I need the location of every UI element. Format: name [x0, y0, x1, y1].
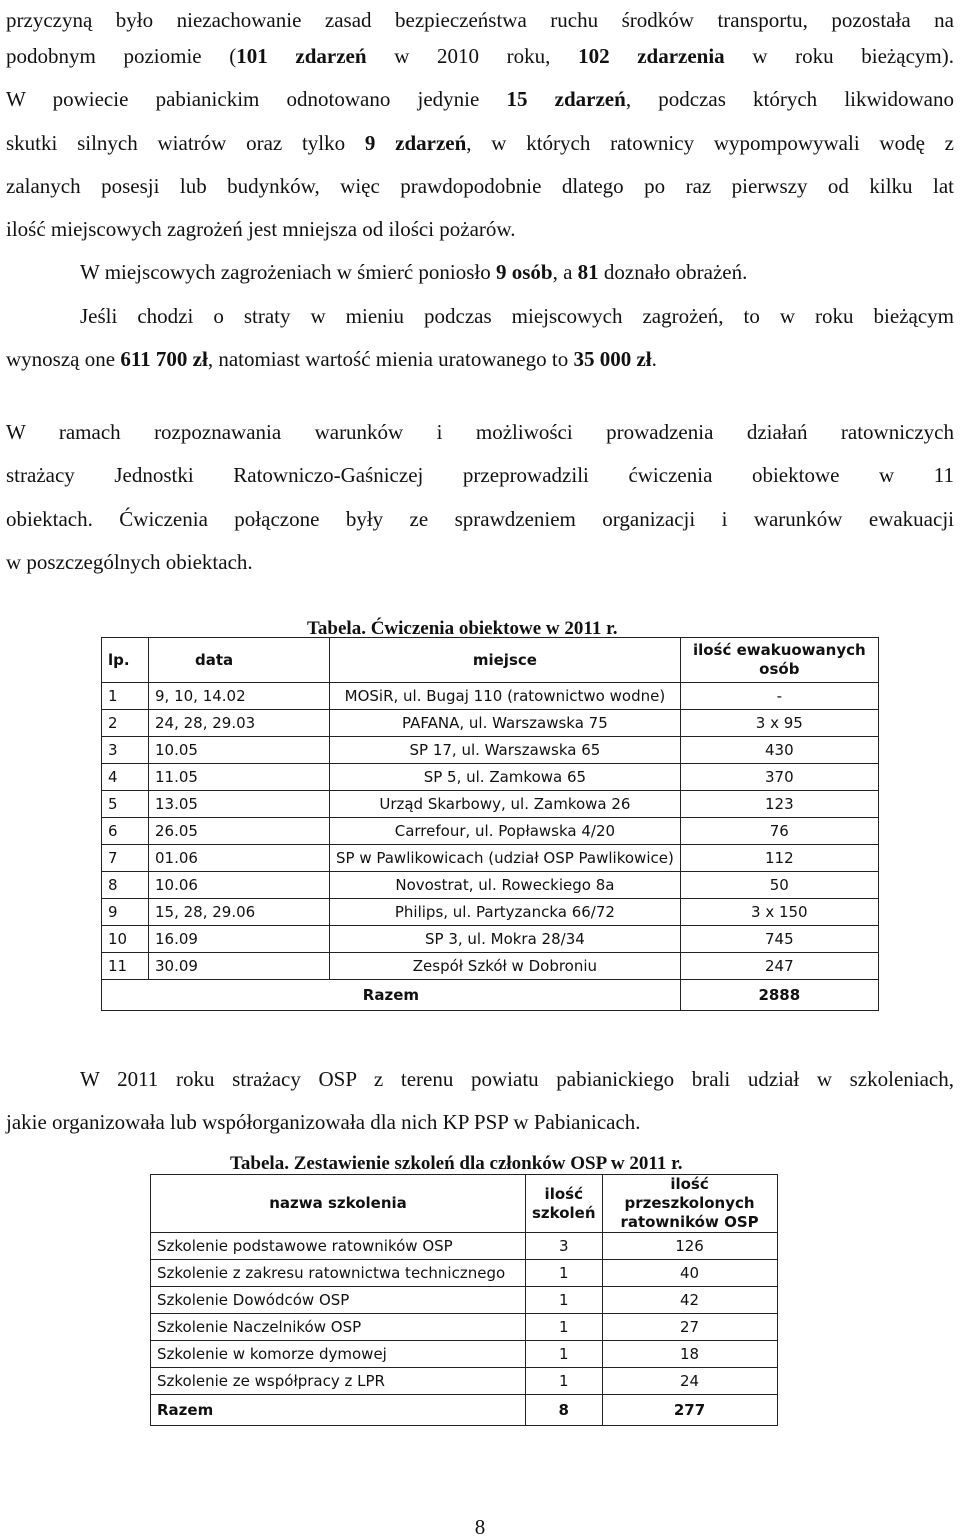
cell-evacuated: 123: [680, 791, 878, 818]
table2-caption: Tabela. Zestawienie szkoleń dla członków OSP w 2011 r.: [230, 1153, 683, 1174]
table-row: [151, 1260, 778, 1287]
cell-date: 15, 28, 29.06: [149, 899, 330, 926]
cell-trained-count: 18: [602, 1341, 777, 1368]
cell-trained-count: 40: [602, 1260, 777, 1287]
table-row: [102, 764, 879, 791]
cell-evacuated: -: [680, 683, 878, 710]
text-run: podobnym poziomie (: [6, 44, 237, 68]
cell-place: Philips, ul. Partyzancka 66/72: [330, 899, 681, 926]
cell-evacuated: 3 x 150: [680, 899, 878, 926]
cell-evacuated: 430: [680, 737, 878, 764]
text-run: przyczyną było niezachowanie zasad bezpieczeństwa ruchu środków transportu, pozostała na: [6, 8, 954, 32]
cell-evacuated: 247: [680, 953, 878, 980]
cell-date: 24, 28, 29.03: [149, 710, 330, 737]
text-run: Jeśli chodzi o straty w mieniu podczas miejscowych zagrożeń, to w roku bieżącym: [80, 304, 954, 328]
table1-caption: Tabela. Ćwiczenia obiektowe w 2011 r.: [307, 618, 618, 639]
cell-training-name: Szkolenie z zakresu ratownictwa technicznego: [151, 1260, 526, 1287]
cell-lp: 7: [102, 845, 149, 872]
cell-place: SP 17, ul. Warszawska 65: [330, 737, 681, 764]
cell-trained-count: 42: [602, 1287, 777, 1314]
text-run: wynoszą one: [6, 347, 121, 371]
emphasis: 101 zdarzeń: [236, 44, 367, 68]
header-data: data: [149, 638, 330, 683]
text-run: w roku bieżącym).: [724, 44, 954, 68]
cell-lp: 5: [102, 791, 149, 818]
text-run: W 2011 roku strażacy OSP z terenu powiatu pabianickiego brali udział w szkoleniach,: [80, 1067, 954, 1091]
cell-training-count: 1: [526, 1287, 603, 1314]
text-run: W ramach rozpoznawania warunków i możliwości prowadzenia działań ratowniczych: [6, 420, 954, 444]
cell-date: 26.05: [149, 818, 330, 845]
text-line: [6, 1110, 954, 1134]
emphasis: 9 zdarzeń: [364, 131, 467, 155]
cell-date: 9, 10, 14.02: [149, 683, 330, 710]
emphasis: 102 zdarzenia: [578, 44, 725, 68]
cell-place: PAFANA, ul. Warszawska 75: [330, 710, 681, 737]
text-line: [6, 87, 954, 111]
cell-evacuated: 745: [680, 926, 878, 953]
table-row: [102, 953, 879, 980]
exercises-table: [101, 637, 879, 1011]
table-row: [102, 710, 879, 737]
cell-lp: 10: [102, 926, 149, 953]
cell-lp: 11: [102, 953, 149, 980]
header-evacuated: ilość ewakuowanych osób: [680, 638, 878, 683]
emphasis: 15 zdarzeń: [506, 87, 626, 111]
cell-evacuated: 76: [680, 818, 878, 845]
cell-place: SP w Pawlikowicach (udział OSP Pawlikowice): [330, 845, 681, 872]
text-run: w 2010 roku,: [366, 44, 579, 68]
table1-body: [102, 683, 879, 980]
cell-date: 10.06: [149, 872, 330, 899]
cell-lp: 3: [102, 737, 149, 764]
cell-evacuated: 50: [680, 872, 878, 899]
emphasis: 611 700 zł: [120, 347, 208, 371]
table-row: [102, 737, 879, 764]
cell-date: 11.05: [149, 764, 330, 791]
total-label: Razem: [102, 980, 681, 1011]
cell-lp: 8: [102, 872, 149, 899]
table-row: [102, 683, 879, 710]
page-number: 8: [474, 1515, 486, 1539]
text-run: doznało obrażeń.: [598, 260, 748, 284]
table-header-row: [151, 1175, 778, 1233]
emphasis: 81: [577, 260, 599, 284]
text-line: [6, 44, 954, 68]
text-run: obiektach. Ćwiczenia połączone były ze sprawdzeniem organizacji i warunków ewakuacji: [6, 507, 954, 531]
cell-place: SP 5, ul. Zamkowa 65: [330, 764, 681, 791]
cell-evacuated: 370: [680, 764, 878, 791]
text-line: [6, 131, 954, 155]
table2-body: [151, 1233, 778, 1395]
header-training-count: ilość szkoleń: [526, 1175, 603, 1233]
table-row: [151, 1287, 778, 1314]
text-run: w poszczególnych obiektach.: [6, 550, 253, 574]
cell-trained-count: 24: [602, 1368, 777, 1395]
cell-place: Urząd Skarbowy, ul. Zamkowa 26: [330, 791, 681, 818]
cell-lp: 6: [102, 818, 149, 845]
text-run: ilość miejscowych zagrożeń jest mniejsza od ilości pożarów.: [6, 217, 516, 241]
text-run: zalanych posesji lub budynków, więc prawdopodobnie dlatego po raz pierwszy od kilku lat: [6, 174, 954, 198]
table-row: [102, 818, 879, 845]
table-row: [102, 899, 879, 926]
text-line: [6, 420, 954, 444]
cell-place: Carrefour, ul. Popławska 4/20: [330, 818, 681, 845]
text-run: , w których ratownicy wypompowywali wodę z: [466, 131, 954, 155]
total-count: 8: [526, 1395, 603, 1426]
cell-training-count: 3: [526, 1233, 603, 1260]
text-run: .: [651, 347, 657, 371]
cell-place: Novostrat, ul. Roweckiego 8a: [330, 872, 681, 899]
cell-lp: 1: [102, 683, 149, 710]
table-row: [151, 1341, 778, 1368]
table-header-row: [102, 638, 879, 683]
header-training-name: nazwa szkolenia: [151, 1175, 526, 1233]
emphasis: 9 osób: [495, 260, 553, 284]
text-run: 11: [933, 463, 954, 487]
table-row: [102, 845, 879, 872]
table-total-row: [102, 980, 879, 1011]
cell-training-name: Szkolenie w komorze dymowej: [151, 1341, 526, 1368]
cell-lp: 2: [102, 710, 149, 737]
cell-evacuated: 112: [680, 845, 878, 872]
cell-training-count: 1: [526, 1260, 603, 1287]
cell-training-name: Szkolenie ze współpracy z LPR: [151, 1368, 526, 1395]
cell-training-count: 1: [526, 1341, 603, 1368]
table-row: [151, 1314, 778, 1341]
text-line: [6, 8, 954, 32]
cell-evacuated: 3 x 95: [680, 710, 878, 737]
cell-place: MOSiR, ul. Bugaj 110 (ratownictwo wodne): [330, 683, 681, 710]
cell-training-name: Szkolenie Naczelników OSP: [151, 1314, 526, 1341]
text-run: W miejscowych zagrożeniach w śmierć poniosło: [80, 260, 496, 284]
cell-trained-count: 126: [602, 1233, 777, 1260]
text-line: [6, 463, 954, 487]
text-line: [6, 347, 954, 371]
cell-date: 30.09: [149, 953, 330, 980]
table-total-row: [151, 1395, 778, 1426]
text-run: , natomiast wartość mienia uratowanego to: [207, 347, 574, 371]
trainings-table: [150, 1174, 778, 1426]
cell-date: 10.05: [149, 737, 330, 764]
cell-lp: 9: [102, 899, 149, 926]
header-miejsce: miejsce: [330, 638, 681, 683]
text-line: [6, 217, 954, 241]
text-run: skutki silnych wiatrów oraz tylko: [6, 131, 365, 155]
text-line: [6, 550, 954, 574]
cell-training-name: Szkolenie Dowódców OSP: [151, 1287, 526, 1314]
cell-place: Zespół Szkół w Dobroniu: [330, 953, 681, 980]
text-line: [80, 304, 954, 328]
cell-training-count: 1: [526, 1368, 603, 1395]
table-row: [102, 926, 879, 953]
text-line: [6, 507, 954, 531]
text-run: strażacy Jednostki Ratowniczo-Gaśniczej przeprowadzili ćwiczenia obiektowe w: [6, 463, 934, 487]
text-run: , podczas których likwidowano: [625, 87, 954, 111]
table-row: [102, 791, 879, 818]
table-row: [102, 872, 879, 899]
cell-date: 13.05: [149, 791, 330, 818]
cell-place: SP 3, ul. Mokra 28/34: [330, 926, 681, 953]
text-run: W powiecie pabianickim odnotowano jedynie: [6, 87, 507, 111]
header-lp: lp.: [102, 638, 149, 683]
cell-training-count: 1: [526, 1314, 603, 1341]
header-trained-count: ilość przeszkolonych ratowników OSP: [602, 1175, 777, 1233]
total-people: 277: [602, 1395, 777, 1426]
text-run: , a: [552, 260, 578, 284]
text-line: [80, 260, 954, 284]
text-run: jakie organizowała lub współorganizowała dla nich KP PSP w Pabianicach.: [6, 1110, 641, 1134]
text-line: [6, 174, 954, 198]
emphasis: 35 000 zł: [573, 347, 652, 371]
total-value: 2888: [680, 980, 878, 1011]
cell-training-name: Szkolenie podstawowe ratowników OSP: [151, 1233, 526, 1260]
cell-date: 16.09: [149, 926, 330, 953]
cell-lp: 4: [102, 764, 149, 791]
table-row: [151, 1233, 778, 1260]
cell-trained-count: 27: [602, 1314, 777, 1341]
total-label: Razem: [151, 1395, 526, 1426]
cell-date: 01.06: [149, 845, 330, 872]
text-line: [80, 1067, 954, 1091]
table-row: [151, 1368, 778, 1395]
